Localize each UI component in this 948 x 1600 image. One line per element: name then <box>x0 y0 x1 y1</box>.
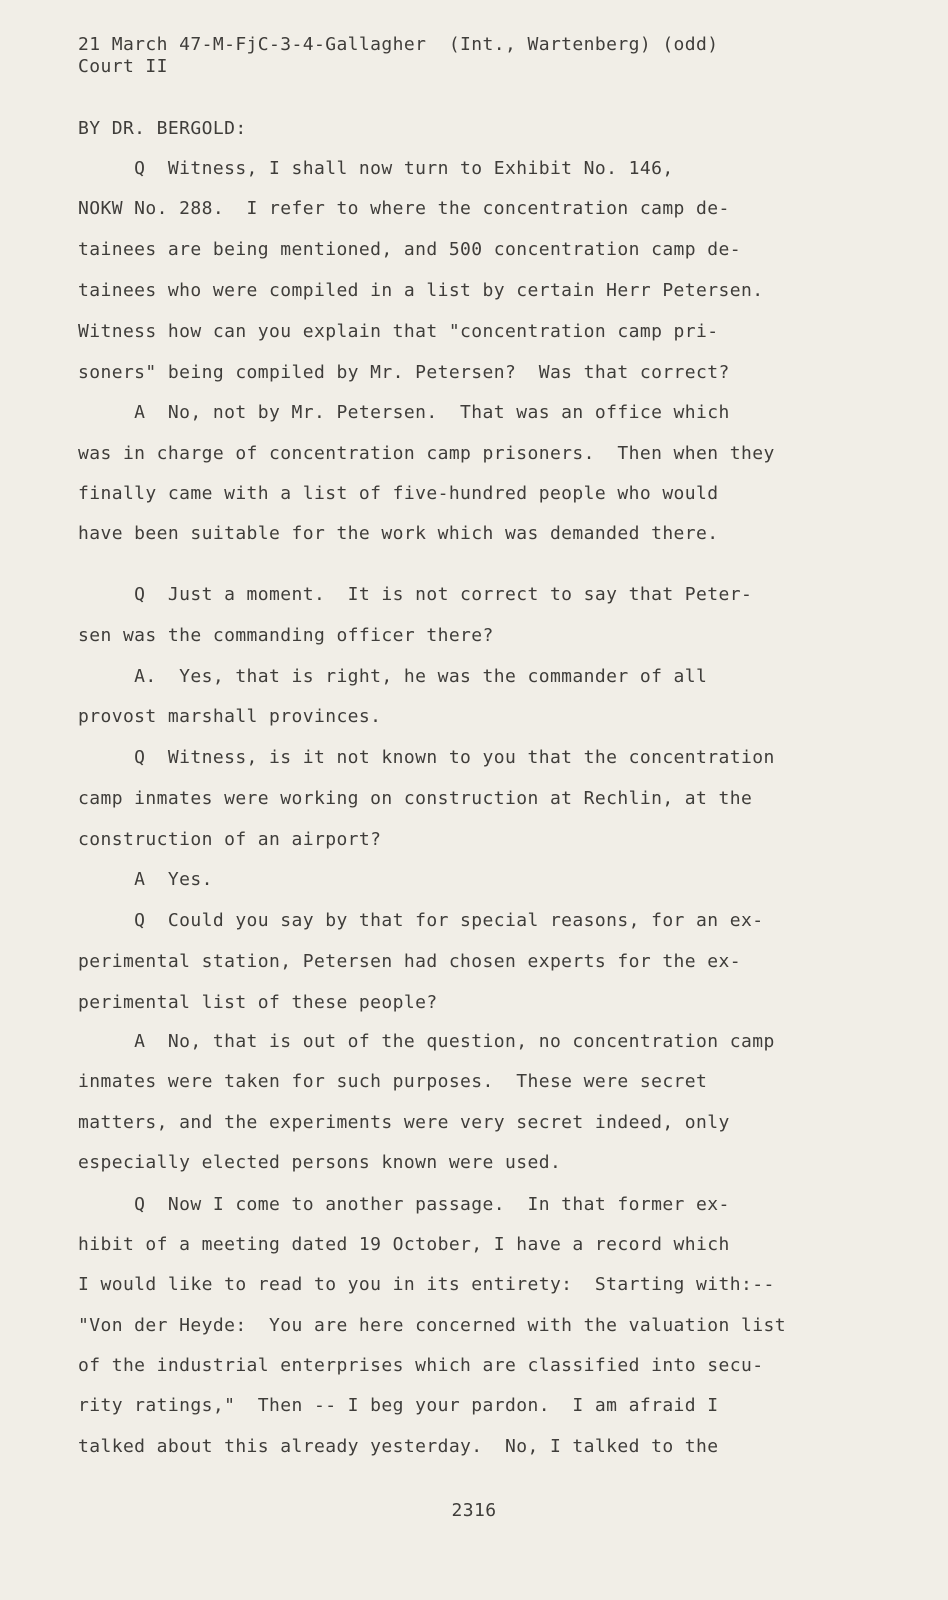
text-line: Q Could you say by that for special reasons, for an ex- <box>78 910 764 931</box>
text-line: A. Yes, that is right, he was the commander of all <box>78 666 708 687</box>
header-line-1: 21 March 47-M-FjC-3-4-Gallagher (Int., Wartenberg) (odd) <box>78 34 719 55</box>
text-line: was in charge of concentration camp prisoners. Then when they <box>78 443 775 464</box>
text-line: Q Now I come to another passage. In that former ex- <box>78 1194 730 1215</box>
text-line: "Von der Heyde: You are here concerned with the valuation list <box>78 1315 786 1336</box>
text-line: Q Witness, I shall now turn to Exhibit No. 146, <box>78 158 674 179</box>
text-line: provost marshall provinces. <box>78 706 382 727</box>
text-line: perimental list of these people? <box>78 992 438 1013</box>
text-line: inmates were taken for such purposes. These were secret <box>78 1071 708 1092</box>
text-line: A No, not by Mr. Petersen. That was an office which <box>78 402 730 423</box>
text-line: soners" being compiled by Mr. Petersen? Was that correct? <box>78 362 730 383</box>
text-line: of the industrial enterprises which are classified into secu- <box>78 1355 764 1376</box>
text-line: matters, and the experiments were very secret indeed, only <box>78 1112 730 1133</box>
page-number: 2316 <box>451 1500 497 1521</box>
text-line: I would like to read to you in its entirety: Starting with:-- <box>78 1274 775 1295</box>
text-line: tainees who were compiled in a list by certain Herr Petersen. <box>78 280 764 301</box>
text-line: have been suitable for the work which was demanded there. <box>78 523 719 544</box>
text-line: perimental station, Petersen had chosen experts for the ex- <box>78 951 741 972</box>
text-line: A Yes. <box>78 869 213 890</box>
speaker-heading: BY DR. BERGOLD: <box>78 118 247 139</box>
text-line: especially elected persons known were used. <box>78 1152 562 1173</box>
text-line: talked about this already yesterday. No, I talked to the <box>78 1436 719 1457</box>
header-line-2: Court II <box>78 56 168 77</box>
text-line: NOKW No. 288. I refer to where the concentration camp de- <box>78 198 730 219</box>
text-line: A No, that is out of the question, no concentration camp <box>78 1031 775 1052</box>
text-line: hibit of a meeting dated 19 October, I have a record which <box>78 1234 730 1255</box>
text-line: camp inmates were working on construction at Rechlin, at the <box>78 788 753 809</box>
text-line: Q Just a moment. It is not correct to say that Peter- <box>78 584 753 605</box>
text-line: sen was the commanding officer there? <box>78 625 494 646</box>
text-line: Witness how can you explain that "concentration camp pri- <box>78 321 719 342</box>
text-line: construction of an airport? <box>78 829 382 850</box>
text-line: Q Witness, is it not known to you that the concentration <box>78 747 775 768</box>
text-line: rity ratings," Then -- I beg your pardon. I am afraid I <box>78 1395 719 1416</box>
text-line: tainees are being mentioned, and 500 concentration camp de- <box>78 239 741 260</box>
text-line: finally came with a list of five-hundred people who would <box>78 483 719 504</box>
